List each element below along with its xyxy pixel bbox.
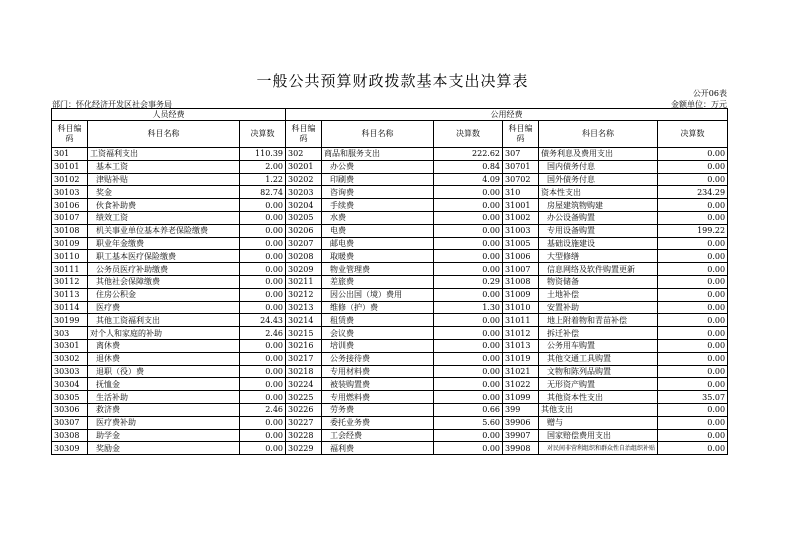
item-code: 30302 (52, 352, 88, 365)
item-code: 31012 (503, 327, 539, 340)
item-name: 公务员医疗补助缴费 (88, 263, 240, 276)
amount-unit-label: 金额单位：万元 (671, 100, 727, 109)
item-amount: 0.00 (658, 314, 728, 327)
item-code: 30201 (286, 160, 322, 173)
item-code: 31006 (503, 250, 539, 263)
item-amount: 0.00 (658, 442, 728, 455)
department-label: 部门：怀化经济开发区社会事务局 (52, 100, 172, 109)
item-code: 30103 (52, 186, 88, 199)
item-amount: 0.00 (658, 416, 728, 429)
item-code: 30205 (286, 211, 322, 224)
column-header-row (52, 121, 728, 148)
item-code: 303 (52, 327, 88, 340)
table-row (52, 391, 728, 404)
table-row (52, 352, 728, 365)
table-row (52, 250, 728, 263)
item-amount: 0.00 (240, 416, 286, 429)
table-row (52, 339, 728, 352)
item-amount: 0.84 (434, 160, 503, 173)
item-name: 拆迁补偿 (539, 327, 658, 340)
col-header-amount: 决算数 (240, 121, 286, 148)
item-name: 其他工资福利支出 (88, 314, 240, 327)
item-code: 30227 (286, 416, 322, 429)
col-header-amount: 决算数 (658, 121, 728, 148)
item-code: 31099 (503, 391, 539, 404)
item-name: 邮电费 (322, 237, 434, 250)
item-name: 工资福利支出 (88, 148, 240, 161)
item-name: 对个人和家庭的补助 (88, 327, 240, 340)
item-code: 30216 (286, 339, 322, 352)
item-amount: 0.00 (434, 391, 503, 404)
item-amount: 0.00 (434, 327, 503, 340)
item-amount: 0.00 (434, 263, 503, 276)
item-name: 其他资本性支出 (539, 391, 658, 404)
item-amount: 0.00 (658, 352, 728, 365)
section-personnel: 人员经费 (52, 109, 286, 121)
table-row (52, 186, 728, 199)
item-amount: 0.00 (240, 301, 286, 314)
item-name: 会议费 (322, 327, 434, 340)
item-name: 培训费 (322, 339, 434, 352)
item-code: 307 (503, 148, 539, 161)
item-name: 文物和陈列品购置 (539, 365, 658, 378)
item-code: 30215 (286, 327, 322, 340)
table-row (52, 224, 728, 237)
item-amount: 0.00 (240, 365, 286, 378)
item-amount: 4.09 (434, 173, 503, 186)
table-row (52, 263, 728, 276)
section-public: 公用经费 (286, 109, 728, 121)
item-amount: 0.00 (434, 378, 503, 391)
item-code: 30301 (52, 339, 88, 352)
item-code: 31022 (503, 378, 539, 391)
item-name: 办公设备购置 (539, 211, 658, 224)
item-code: 31007 (503, 263, 539, 276)
item-amount: 24.43 (240, 314, 286, 327)
item-code: 30204 (286, 199, 322, 212)
item-code: 31010 (503, 301, 539, 314)
item-name: 机关事业单位基本养老保险缴费 (88, 224, 240, 237)
item-name: 对民间非营利组织和群众性自治组织补贴 (539, 442, 658, 455)
table-row (52, 429, 728, 442)
item-code: 31021 (503, 365, 539, 378)
item-amount: 0.00 (434, 365, 503, 378)
item-amount: 0.00 (658, 237, 728, 250)
item-amount: 0.00 (240, 429, 286, 442)
table-row (52, 416, 728, 429)
item-name: 住房公积金 (88, 288, 240, 301)
item-amount: 0.00 (240, 237, 286, 250)
item-name: 债务利息及费用支出 (539, 148, 658, 161)
table-row (52, 365, 728, 378)
item-code: 30305 (52, 391, 88, 404)
item-name: 医疗费补助 (88, 416, 240, 429)
col-header-code: 科目编码 (286, 121, 322, 148)
item-name: 电费 (322, 224, 434, 237)
item-code: 39906 (503, 416, 539, 429)
item-amount: 0.00 (434, 211, 503, 224)
item-amount: 0.00 (240, 378, 286, 391)
item-name: 赠与 (539, 416, 658, 429)
item-name: 生活补助 (88, 391, 240, 404)
item-amount: 0.00 (658, 288, 728, 301)
table-row (52, 173, 728, 186)
item-name: 劳务费 (322, 403, 434, 416)
item-code: 30307 (52, 416, 88, 429)
item-name: 其他社会保障缴费 (88, 275, 240, 288)
item-name: 伙食补助费 (88, 199, 240, 212)
col-header-name: 科目名称 (322, 121, 434, 148)
item-code: 30208 (286, 250, 322, 263)
item-code: 30309 (52, 442, 88, 455)
item-amount: 0.00 (658, 211, 728, 224)
item-code: 30199 (52, 314, 88, 327)
item-amount: 222.62 (434, 148, 503, 161)
item-code: 30213 (286, 301, 322, 314)
item-amount: 0.00 (240, 391, 286, 404)
item-name: 工会经费 (322, 429, 434, 442)
item-code: 30112 (52, 275, 88, 288)
item-name: 印刷费 (322, 173, 434, 186)
item-name: 医疗费 (88, 301, 240, 314)
item-code: 30304 (52, 378, 88, 391)
item-amount: 0.00 (434, 288, 503, 301)
table-row (52, 237, 728, 250)
item-code: 30303 (52, 365, 88, 378)
item-code: 302 (286, 148, 322, 161)
item-code: 31005 (503, 237, 539, 250)
item-code: 31009 (503, 288, 539, 301)
item-name: 商品和服务支出 (322, 148, 434, 161)
item-name: 信息网络及软件购置更新 (539, 263, 658, 276)
col-header-amount: 决算数 (434, 121, 503, 148)
item-amount: 0.00 (658, 327, 728, 340)
item-code: 30701 (503, 160, 539, 173)
item-amount: 2.46 (240, 327, 286, 340)
item-code: 30207 (286, 237, 322, 250)
table-row (52, 301, 728, 314)
item-code: 30114 (52, 301, 88, 314)
item-code: 30106 (52, 199, 88, 212)
expenditure-table (51, 108, 728, 455)
item-amount: 0.00 (658, 148, 728, 161)
item-code: 31019 (503, 352, 539, 365)
item-name: 差旅费 (322, 275, 434, 288)
item-amount: 0.00 (240, 352, 286, 365)
item-amount: 0.00 (658, 301, 728, 314)
item-code: 30228 (286, 429, 322, 442)
item-amount: 0.00 (658, 263, 728, 276)
report-title: 一般公共预算财政拨款基本支出决算表 (256, 72, 529, 90)
item-amount: 0.00 (434, 237, 503, 250)
item-name: 专用材料费 (322, 365, 434, 378)
item-code: 30702 (503, 173, 539, 186)
item-code: 31011 (503, 314, 539, 327)
table-row (52, 378, 728, 391)
table-row (52, 314, 728, 327)
item-amount: 0.00 (658, 365, 728, 378)
item-amount: 0.00 (658, 378, 728, 391)
table-row (52, 160, 728, 173)
item-name: 其他交通工具购置 (539, 352, 658, 365)
item-name: 救济费 (88, 403, 240, 416)
table-row (52, 199, 728, 212)
item-name: 租赁费 (322, 314, 434, 327)
item-amount: 199.22 (658, 224, 728, 237)
section-header-row (52, 109, 728, 121)
item-amount: 0.00 (658, 250, 728, 263)
col-header-name: 科目名称 (88, 121, 240, 148)
item-code: 30217 (286, 352, 322, 365)
item-amount: 0.00 (240, 442, 286, 455)
item-name: 取暖费 (322, 250, 434, 263)
item-code: 31008 (503, 275, 539, 288)
item-name: 办公费 (322, 160, 434, 173)
item-amount: 0.00 (240, 250, 286, 263)
item-name: 福利费 (322, 442, 434, 455)
item-amount: 0.66 (434, 403, 503, 416)
item-code: 39907 (503, 429, 539, 442)
item-code: 30212 (286, 288, 322, 301)
item-name: 大型修缮 (539, 250, 658, 263)
item-code: 30202 (286, 173, 322, 186)
item-code: 30308 (52, 429, 88, 442)
item-name: 其他支出 (539, 403, 658, 416)
item-amount: 0.00 (434, 339, 503, 352)
item-amount: 0.00 (434, 250, 503, 263)
item-code: 310 (503, 186, 539, 199)
item-code: 31002 (503, 211, 539, 224)
item-amount: 0.00 (658, 173, 728, 186)
item-code: 30306 (52, 403, 88, 416)
item-amount: 0.00 (240, 224, 286, 237)
table-row (52, 275, 728, 288)
item-amount: 0.00 (658, 403, 728, 416)
item-code: 30214 (286, 314, 322, 327)
item-amount: 0.00 (434, 186, 503, 199)
item-name: 绩效工资 (88, 211, 240, 224)
item-amount: 0.00 (240, 275, 286, 288)
item-name: 国家赔偿费用支出 (539, 429, 658, 442)
table-row (52, 442, 728, 455)
item-name: 委托业务费 (322, 416, 434, 429)
item-name: 津贴补贴 (88, 173, 240, 186)
item-name: 无形资产购置 (539, 378, 658, 391)
item-code: 30111 (52, 263, 88, 276)
item-amount: 1.22 (240, 173, 286, 186)
table-row (52, 288, 728, 301)
item-code: 30102 (52, 173, 88, 186)
item-code: 30109 (52, 237, 88, 250)
item-amount: 110.39 (240, 148, 286, 161)
item-code: 39908 (503, 442, 539, 455)
item-name: 助学金 (88, 429, 240, 442)
item-name: 房屋建筑物购建 (539, 199, 658, 212)
item-name: 职工基本医疗保险缴费 (88, 250, 240, 263)
item-amount: 0.00 (240, 263, 286, 276)
table-row (52, 327, 728, 340)
item-code: 30224 (286, 378, 322, 391)
item-name: 专用设备购置 (539, 224, 658, 237)
item-code: 31003 (503, 224, 539, 237)
item-name: 国外债务付息 (539, 173, 658, 186)
item-code: 30108 (52, 224, 88, 237)
item-code: 31001 (503, 199, 539, 212)
item-amount: 234.29 (658, 186, 728, 199)
item-amount: 1.30 (434, 301, 503, 314)
item-name: 离休费 (88, 339, 240, 352)
item-name: 国内债务付息 (539, 160, 658, 173)
item-name: 维修（护）费 (322, 301, 434, 314)
item-name: 物资储备 (539, 275, 658, 288)
item-name: 水费 (322, 211, 434, 224)
item-name: 公务接待费 (322, 352, 434, 365)
item-name: 地上附着物和青苗补偿 (539, 314, 658, 327)
item-name: 物业管理费 (322, 263, 434, 276)
item-amount: 0.00 (434, 442, 503, 455)
item-code: 30209 (286, 263, 322, 276)
item-code: 30206 (286, 224, 322, 237)
item-amount: 0.00 (240, 288, 286, 301)
item-code: 301 (52, 148, 88, 161)
item-amount: 5.60 (434, 416, 503, 429)
item-code: 30101 (52, 160, 88, 173)
item-name: 因公出国（境）费用 (322, 288, 434, 301)
item-amount: 0.00 (658, 275, 728, 288)
table-row (52, 403, 728, 416)
item-name: 被装购置费 (322, 378, 434, 391)
item-code: 30225 (286, 391, 322, 404)
item-name: 奖金 (88, 186, 240, 199)
item-amount: 0.00 (658, 339, 728, 352)
item-code: 30110 (52, 250, 88, 263)
item-code: 399 (503, 403, 539, 416)
table-row (52, 211, 728, 224)
item-name: 基本工资 (88, 160, 240, 173)
item-code: 30229 (286, 442, 322, 455)
item-amount: 0.00 (434, 314, 503, 327)
item-name: 退职（役）费 (88, 365, 240, 378)
item-amount: 0.00 (434, 352, 503, 365)
item-amount: 0.00 (434, 199, 503, 212)
item-amount: 2.00 (240, 160, 286, 173)
item-name: 手续费 (322, 199, 434, 212)
item-amount: 2.46 (240, 403, 286, 416)
item-name: 咨询费 (322, 186, 434, 199)
item-code: 30203 (286, 186, 322, 199)
item-amount: 35.07 (658, 391, 728, 404)
item-name: 奖励金 (88, 442, 240, 455)
item-code: 30107 (52, 211, 88, 224)
item-amount: 0.00 (240, 199, 286, 212)
item-amount: 0.29 (434, 275, 503, 288)
item-amount: 0.00 (658, 429, 728, 442)
col-header-code: 科目编码 (503, 121, 539, 148)
item-code: 30113 (52, 288, 88, 301)
item-code: 30226 (286, 403, 322, 416)
table-row (52, 148, 728, 161)
col-header-code: 科目编码 (52, 121, 88, 148)
item-amount: 0.00 (658, 199, 728, 212)
item-name: 公务用车购置 (539, 339, 658, 352)
item-name: 抚恤金 (88, 378, 240, 391)
item-name: 资本性支出 (539, 186, 658, 199)
item-amount: 0.00 (240, 339, 286, 352)
item-amount: 0.00 (434, 429, 503, 442)
item-code: 30211 (286, 275, 322, 288)
item-amount: 82.74 (240, 186, 286, 199)
item-code: 31013 (503, 339, 539, 352)
item-name: 退休费 (88, 352, 240, 365)
col-header-name: 科目名称 (539, 121, 658, 148)
item-name: 职业年金缴费 (88, 237, 240, 250)
item-amount: 0.00 (658, 160, 728, 173)
item-name: 专用燃料费 (322, 391, 434, 404)
form-number: 公开06表 (692, 89, 727, 98)
item-name: 基础设施建设 (539, 237, 658, 250)
item-name: 土地补偿 (539, 288, 658, 301)
item-name: 安置补助 (539, 301, 658, 314)
item-amount: 0.00 (240, 211, 286, 224)
item-amount: 0.00 (434, 224, 503, 237)
item-code: 30218 (286, 365, 322, 378)
